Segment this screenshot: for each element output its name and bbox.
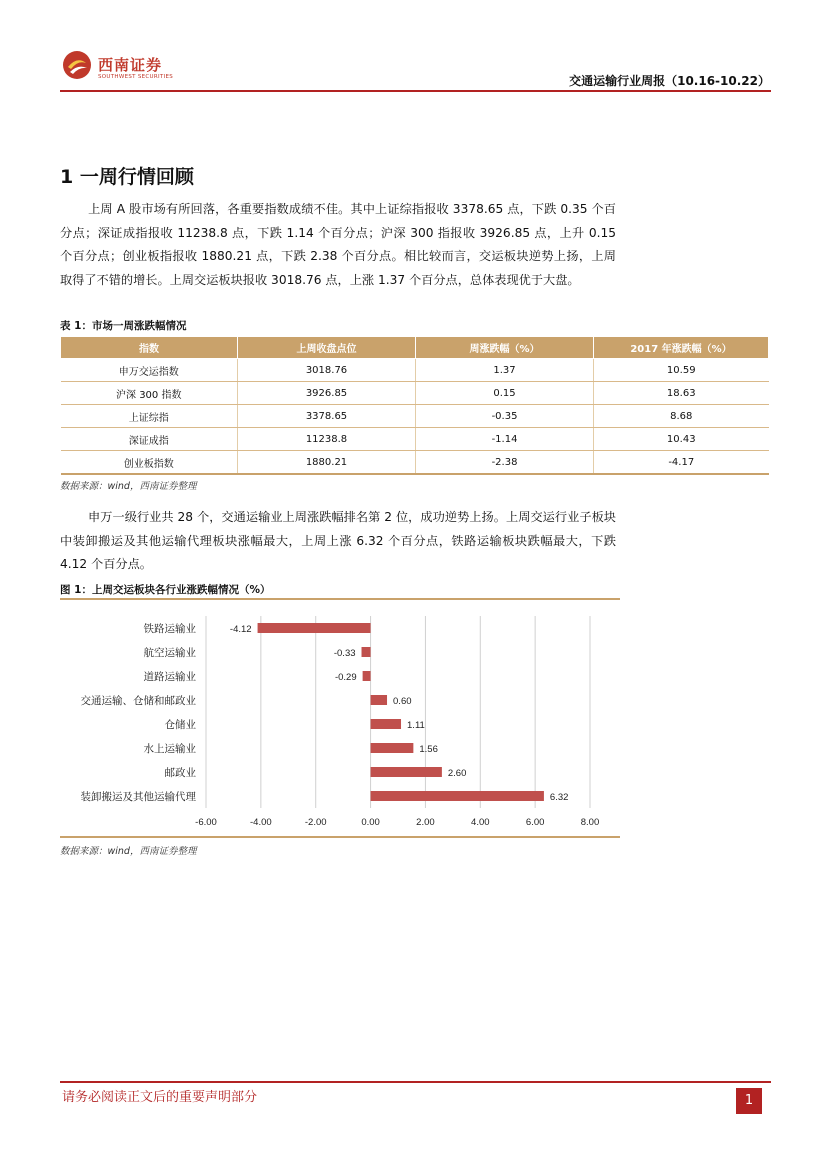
table-header-cell: 周涨跌幅（%） (416, 337, 594, 359)
x-tick-label: 8.00 (580, 817, 600, 828)
table-cell: 8.68 (594, 405, 769, 428)
data-label: -0.33 (333, 648, 356, 659)
data-label: 6.32 (549, 792, 569, 803)
logo-text: 西南证券 (98, 56, 163, 74)
x-tick-label: -6.00 (195, 817, 217, 828)
table-cell: 10.59 (594, 359, 769, 382)
data-label: -4.12 (229, 624, 252, 635)
table-cell: 0.15 (416, 382, 594, 405)
category-label: 装卸搬运及其他运输代理 (80, 791, 196, 803)
table-row (61, 451, 769, 475)
x-tick-label: -2.00 (304, 817, 327, 828)
table-cell: 深证成指 (61, 428, 238, 451)
footer-notice: 请务必阅读正文后的重要声明部分 (62, 1090, 258, 1105)
footer-divider (60, 1081, 771, 1083)
table-source: 数据来源：wind，西南证券整理 (60, 481, 197, 492)
table-cell: -4.17 (594, 451, 769, 475)
data-label: 0.60 (393, 696, 412, 707)
table-header-cell: 2017 年涨跌幅（%） (594, 337, 769, 359)
bar (371, 695, 387, 705)
table-header-cell: 上周收盘点位 (238, 337, 416, 359)
figure-bottom-rule (60, 836, 620, 838)
table-cell: 18.63 (594, 382, 769, 405)
x-tick-label: 2.00 (416, 817, 435, 828)
category-label: 航空运输业 (143, 647, 196, 659)
paragraph-text: 上周 A 股市场有所回落，各重要指数成绩不佳。其中上证综指报收 3378.65 点，下跌 0.35 个百分点；深证成指报收 11238.8 点，下跌 1.14 个百分点；沪深 300 指报收 3926.85 点，上升 0.15 个百分点；创业板指报收 1880.21 点，下跌 2.38 个百分点。相比较而言，交运板块逆势上扬，上周取得了不错的增长。上周交运板块报收 3018.76 点，上涨 1.37 个百分点，总体表现优于大盘。 (60, 202, 616, 287)
category-label: 铁路运输业 (143, 623, 196, 635)
bar (371, 719, 401, 729)
table-cell: 创业板指数 (61, 451, 238, 475)
table-caption: 表 1：市场一周涨跌幅情况 (60, 320, 187, 332)
category-label: 道路运输业 (143, 671, 196, 683)
table-row (61, 359, 769, 382)
data-label: 1.56 (419, 744, 438, 755)
logo-subtext: SOUTHWEST SECURITIES (98, 74, 174, 80)
bar (362, 647, 371, 657)
header-divider (60, 90, 771, 92)
table-cell: 3378.65 (238, 405, 416, 428)
x-tick-label: 6.00 (525, 817, 545, 828)
data-label: -0.29 (334, 672, 357, 683)
section-heading: 1 一周行情回顾 (60, 166, 194, 188)
table-row (61, 382, 769, 405)
table-cell: 10.43 (594, 428, 769, 451)
table-header-row (61, 337, 769, 359)
page-number: 1 (736, 1088, 762, 1114)
table-cell: 沪深 300 指数 (61, 382, 238, 405)
bar (371, 767, 442, 777)
table-header-cell: 指数 (61, 337, 238, 359)
paragraph-industry-review (60, 506, 616, 577)
logo-emblem-icon (62, 50, 92, 80)
bar (371, 743, 414, 753)
table-cell: 3018.76 (238, 359, 416, 382)
table-cell: -0.35 (416, 405, 594, 428)
category-label: 仓储业 (164, 719, 196, 731)
category-label: 交通运输、仓储和邮政业 (80, 695, 196, 707)
bar (258, 623, 371, 633)
table-cell: 3926.85 (238, 382, 416, 405)
table-row (61, 405, 769, 428)
x-tick-label: 4.00 (471, 817, 490, 828)
bar (371, 791, 544, 801)
table-cell: -2.38 (416, 451, 594, 475)
table-cell: -1.14 (416, 428, 594, 451)
category-label: 水上运输业 (143, 743, 196, 755)
bar-chart (60, 600, 620, 836)
paragraph-market-review (60, 198, 616, 292)
bar (363, 671, 371, 681)
x-tick-label: 0.00 (361, 817, 380, 828)
report-title: 交通运输行业周报（10.16-10.22） (569, 74, 770, 88)
paragraph-text: 申万一级行业共 28 个，交通运输业上周涨跌幅排名第 2 位，成功逆势上扬。上周交运行业子板块中装卸搬运及其他运输代理板块涨幅最大，上周上涨 6.32 个百分点，铁路运输板块跌幅最大，下跌 4.12 个百分点。 (60, 510, 616, 571)
table-cell: 申万交运指数 (61, 359, 238, 382)
category-label: 邮政业 (164, 767, 196, 779)
figure-caption: 图 1：上周交运板块各行业涨跌幅情况（%） (60, 584, 271, 596)
figure-source: 数据来源：wind，西南证券整理 (60, 846, 197, 857)
x-tick-label: -4.00 (250, 817, 272, 828)
data-label: 2.60 (447, 768, 467, 779)
table-cell: 上证综指 (61, 405, 238, 428)
market-table (60, 336, 769, 475)
table-row (61, 428, 769, 451)
table-cell: 1.37 (416, 359, 594, 382)
table-cell: 11238.8 (238, 428, 416, 451)
data-label: 1.11 (407, 720, 425, 731)
table-cell: 1880.21 (238, 451, 416, 475)
